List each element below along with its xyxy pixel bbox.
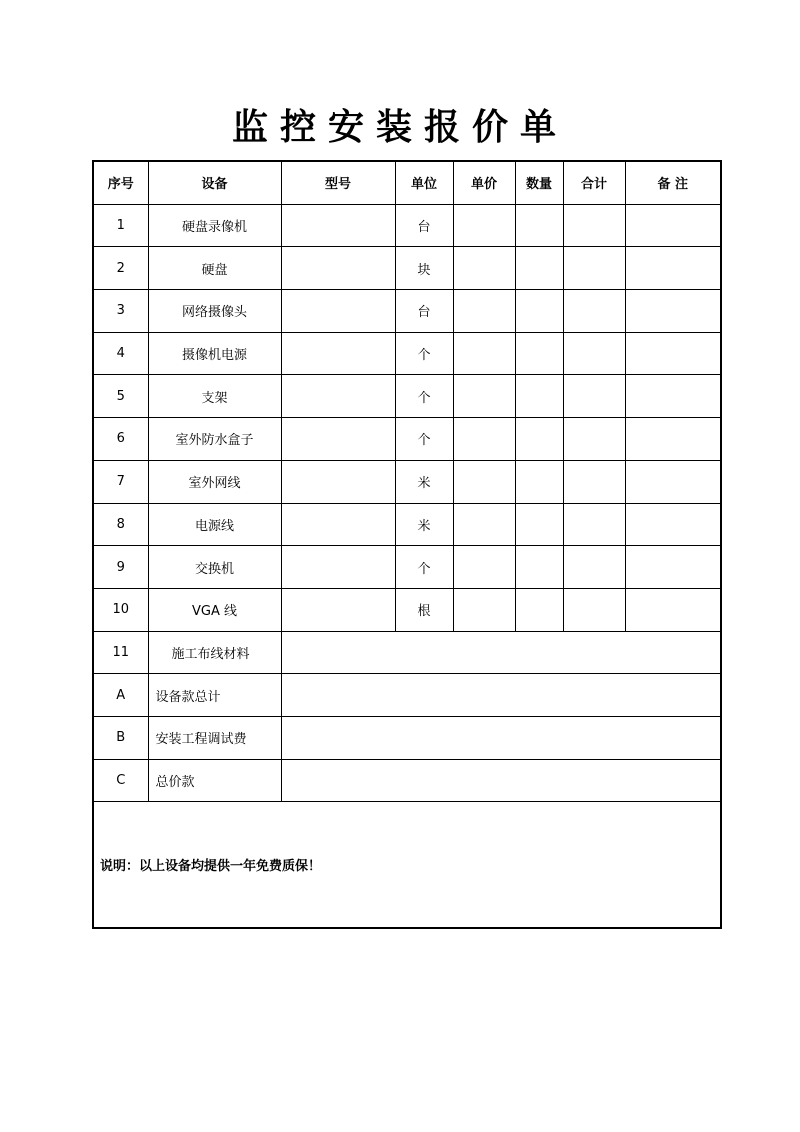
materials-value[interactable]	[281, 631, 721, 674]
row-unit-price[interactable]	[453, 375, 515, 418]
row-unit: 个	[395, 546, 453, 589]
row-device: 室外防水盒子	[148, 418, 281, 461]
table-row	[93, 546, 721, 589]
row-no: 5	[93, 375, 148, 418]
summary-no: B	[93, 716, 148, 759]
row-quantity[interactable]	[515, 204, 563, 247]
row-unit-price[interactable]	[453, 204, 515, 247]
row-quantity[interactable]	[515, 375, 563, 418]
row-device: 摄像机电源	[148, 332, 281, 375]
summary-label: 总价款	[148, 759, 281, 802]
row-remarks[interactable]	[625, 375, 721, 418]
row-device: 硬盘	[148, 247, 281, 290]
row-unit-price[interactable]	[453, 332, 515, 375]
row-quantity[interactable]	[515, 546, 563, 589]
row-unit: 个	[395, 332, 453, 375]
row-total[interactable]	[563, 418, 625, 461]
row-remarks[interactable]	[625, 546, 721, 589]
table-row	[93, 460, 721, 503]
row-total[interactable]	[563, 247, 625, 290]
row-no: 3	[93, 290, 148, 333]
materials-no: 11	[93, 631, 148, 674]
row-device: 硬盘录像机	[148, 204, 281, 247]
summary-no: C	[93, 759, 148, 802]
summary-row	[93, 716, 721, 759]
summary-value[interactable]	[281, 759, 721, 802]
warranty-note: 说明：以上设备均提供一年免费质保！	[93, 802, 721, 929]
table-row	[93, 418, 721, 461]
row-model[interactable]	[281, 375, 395, 418]
row-unit: 台	[395, 290, 453, 333]
summary-no: A	[93, 674, 148, 717]
header-cell-unit: 单位	[395, 161, 453, 204]
quote-table	[92, 160, 722, 929]
header-cell-model: 型号	[281, 161, 395, 204]
table-row	[93, 588, 721, 631]
row-remarks[interactable]	[625, 204, 721, 247]
row-no: 2	[93, 247, 148, 290]
row-no: 4	[93, 332, 148, 375]
row-unit-price[interactable]	[453, 503, 515, 546]
row-quantity[interactable]	[515, 247, 563, 290]
row-unit-price[interactable]	[453, 460, 515, 503]
summary-value[interactable]	[281, 716, 721, 759]
row-total[interactable]	[563, 204, 625, 247]
summary-value[interactable]	[281, 674, 721, 717]
row-quantity[interactable]	[515, 290, 563, 333]
row-unit: 米	[395, 503, 453, 546]
table-row	[93, 375, 721, 418]
row-remarks[interactable]	[625, 588, 721, 631]
row-model[interactable]	[281, 247, 395, 290]
row-no: 8	[93, 503, 148, 546]
row-total[interactable]	[563, 332, 625, 375]
header-cell-quantity: 数量	[515, 161, 563, 204]
row-unit: 个	[395, 418, 453, 461]
row-unit: 米	[395, 460, 453, 503]
row-quantity[interactable]	[515, 588, 563, 631]
row-unit: 台	[395, 204, 453, 247]
row-model[interactable]	[281, 588, 395, 631]
row-remarks[interactable]	[625, 503, 721, 546]
row-total[interactable]	[563, 460, 625, 503]
table-row	[93, 503, 721, 546]
row-device: 支架	[148, 375, 281, 418]
header-cell-total: 合计	[563, 161, 625, 204]
row-device: 室外网线	[148, 460, 281, 503]
row-quantity[interactable]	[515, 332, 563, 375]
row-quantity[interactable]	[515, 460, 563, 503]
row-no: 6	[93, 418, 148, 461]
row-device: 交换机	[148, 546, 281, 589]
row-no: 10	[93, 588, 148, 631]
row-remarks[interactable]	[625, 460, 721, 503]
summary-row	[93, 759, 721, 802]
row-unit: 块	[395, 247, 453, 290]
materials-label: 施工布线材料	[148, 631, 281, 674]
row-remarks[interactable]	[625, 290, 721, 333]
row-unit: 个	[395, 375, 453, 418]
row-quantity[interactable]	[515, 503, 563, 546]
row-no: 9	[93, 546, 148, 589]
header-cell-no: 序号	[93, 161, 148, 204]
row-quantity[interactable]	[515, 418, 563, 461]
row-unit-price[interactable]	[453, 247, 515, 290]
row-device: VGA 线	[148, 588, 281, 631]
header-cell-remarks: 备 注	[625, 161, 721, 204]
summary-row	[93, 674, 721, 717]
row-model[interactable]	[281, 204, 395, 247]
row-unit-price[interactable]	[453, 546, 515, 589]
header-cell-unit-price: 单价	[453, 161, 515, 204]
row-unit: 根	[395, 588, 453, 631]
row-model[interactable]	[281, 418, 395, 461]
note-row	[93, 802, 721, 929]
summary-label: 安装工程调试费	[148, 716, 281, 759]
row-model[interactable]	[281, 332, 395, 375]
row-unit-price[interactable]	[453, 290, 515, 333]
row-no: 7	[93, 460, 148, 503]
table-row	[93, 247, 721, 290]
row-total[interactable]	[563, 503, 625, 546]
row-model[interactable]	[281, 546, 395, 589]
row-remarks[interactable]	[625, 418, 721, 461]
row-device: 电源线	[148, 503, 281, 546]
row-device: 网络摄像头	[148, 290, 281, 333]
header-row	[93, 161, 721, 204]
row-total[interactable]	[563, 290, 625, 333]
row-model[interactable]	[281, 290, 395, 333]
header-cell-device: 设备	[148, 161, 281, 204]
row-model[interactable]	[281, 503, 395, 546]
row-unit-price[interactable]	[453, 418, 515, 461]
materials-row	[93, 631, 721, 674]
row-total[interactable]	[563, 588, 625, 631]
table-row	[93, 204, 721, 247]
row-unit-price[interactable]	[453, 588, 515, 631]
row-remarks[interactable]	[625, 332, 721, 375]
table-row	[93, 332, 721, 375]
row-total[interactable]	[563, 375, 625, 418]
summary-label: 设备款总计	[148, 674, 281, 717]
row-no: 1	[93, 204, 148, 247]
table-row	[93, 290, 721, 333]
row-model[interactable]	[281, 460, 395, 503]
row-remarks[interactable]	[625, 247, 721, 290]
row-total[interactable]	[563, 546, 625, 589]
page-title: 监控安装报价单	[231, 107, 568, 148]
